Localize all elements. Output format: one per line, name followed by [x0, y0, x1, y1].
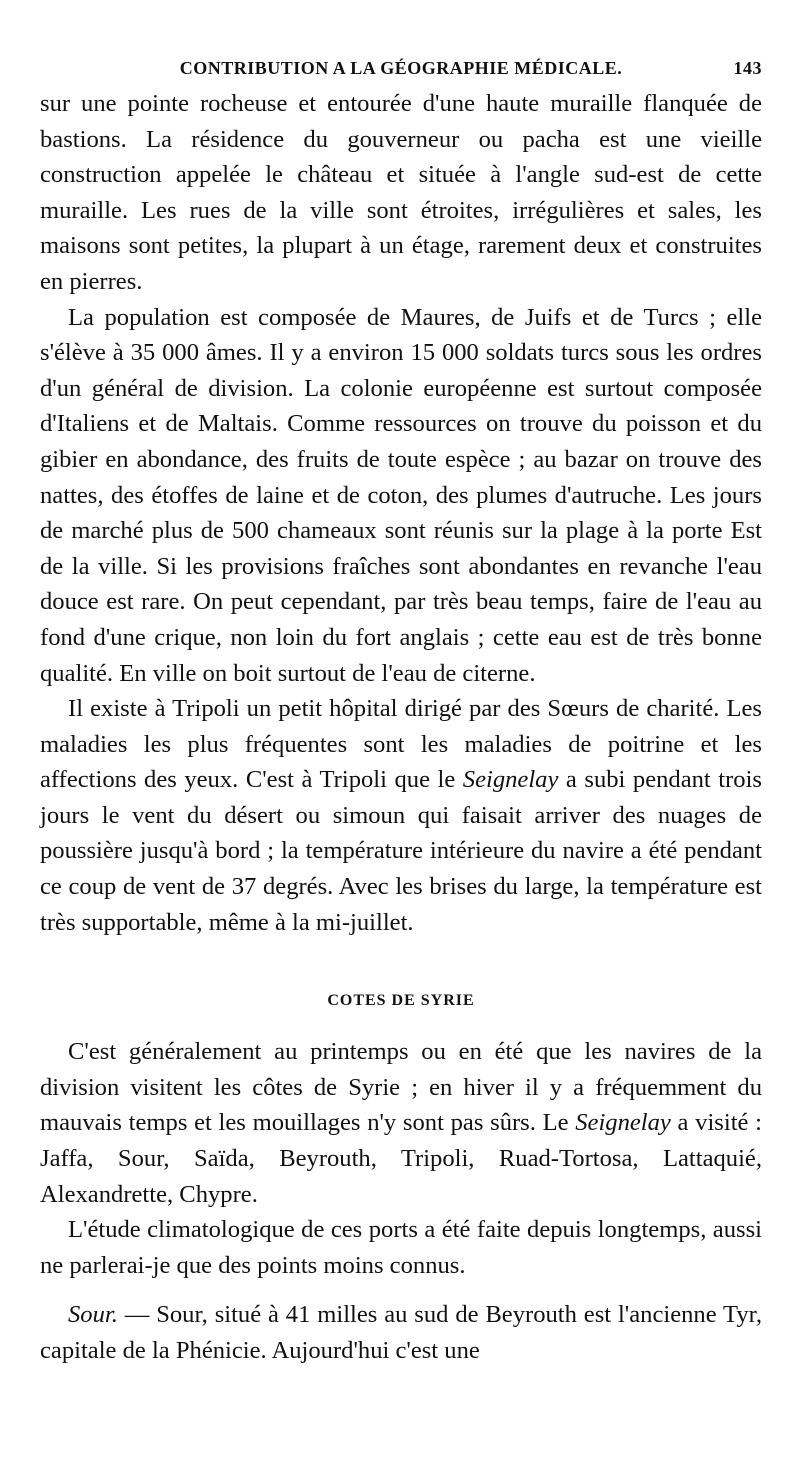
running-title: CONTRIBUTION A LA GÉOGRAPHIE MÉDICALE. — [179, 58, 623, 78]
paragraph-sour — [40, 1297, 762, 1368]
paragraph-hospital — [40, 691, 762, 940]
sour-label: Sour. — [68, 1301, 118, 1329]
paragraph-syria-intro — [40, 1034, 762, 1212]
section-title: COTES DE SYRIE — [327, 992, 475, 1010]
page-number: 143 — [733, 58, 762, 78]
running-head — [40, 52, 762, 86]
paragraph-continuation: sur une pointe rocheuse et entourée d'une haute muraille flanquée de bastions. La résidence du gouverneur ou pacha est une vieille construction appelée le château et située à l'angle sud-est de cette muraille. Les rues de la ville sont étroites, irrégulières et sales, les maisons sont petites, la plupart à un étage, rarement deux et construites en pierres. — [40, 90, 762, 295]
paragraph-gap — [40, 1283, 762, 1297]
paragraph-hospital-text-end: a subi pendant trois jours le vent du désert ou simoun qui faisait arriver des nuages de poussière jusqu'à bord ; la température intérieure du navire a été pendant ce coup de vent de 37 degrés. Avec les brises du large, la température est très supportable, même à la mi-juillet. — [40, 766, 762, 936]
book-page — [40, 52, 762, 1369]
ship-name: Seignelay — [575, 1109, 671, 1137]
ship-name: Seignelay — [462, 766, 559, 794]
paragraph-hospital-text-start: Il existe à Tripoli un petit hôpital dirigé par des Sœurs de charité. Les maladies les plus fréquentes sont les maladies de poitrine et les affections des yeux. C'est à Tripoli que le — [40, 695, 762, 794]
paragraph-syria-text-start: C'est généralement au printemps ou en été que les navires de la division visitent les côtes de Syrie ; en hiver il y a fréquemment du mauvais temps et les mouillages n'y sont pas sûrs. Le — [40, 1038, 762, 1137]
paragraph-syria-text-end: a visité : Jaffa, Sour, Saïda, Beyrouth, Tripoli, Ruad-Tortosa, Lattaquié, Alexandrette, Chypre. — [40, 1109, 762, 1208]
paragraph-population: La population est composée de Maures, de Juifs et de Turcs ; elle s'élève à 35 000 âmes. Il y a environ 15 000 soldats turcs sous les ordres d'un général de division. La colonie européenne est surtout composée d'Italiens et de Maltais. Comme ressources on trouve du poisson et du gibier en abondance, des fruits de toute espèce ; au bazar on trouve des nattes, des étoffes de laine et de coton, des plumes d'autruche. Les jours de marché plus de 500 chameaux sont réunis sur la plage à la porte Est de la ville. Si les provisions fraîches sont abondantes en revanche l'eau douce est rare. On peut cependant, par très beau temps, faire de l'eau au fond d'une crique, non loin du fort anglais ; cette eau est de très bonne qualité. En ville on boit surtout de l'eau de citerne. — [40, 303, 762, 687]
paragraph-sour-text: — Sour, situé à 41 milles au sud de Beyrouth est l'ancienne Tyr, capitale de la Phénicie. Aujourd'hui c'est une — [40, 1301, 762, 1364]
paragraph-climatology: L'étude climatologique de ces ports a été faite depuis longtemps, aussi ne parlerai-je que des points moins connus. — [40, 1216, 762, 1279]
